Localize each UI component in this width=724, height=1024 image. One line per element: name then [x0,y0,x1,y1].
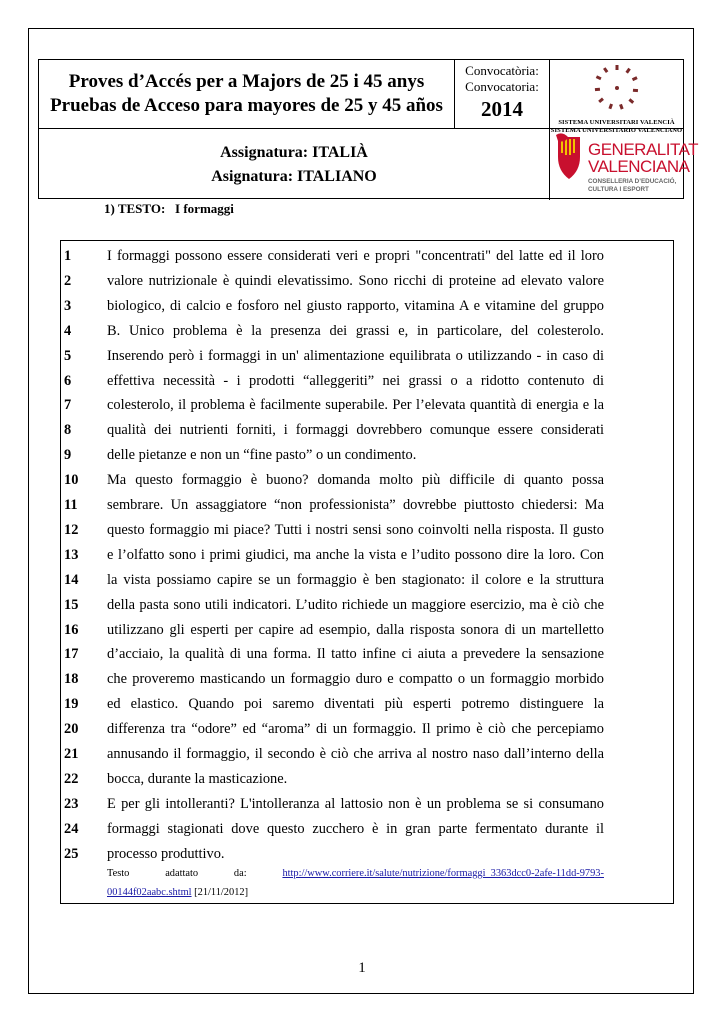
generalitat-logo [550,126,699,200]
passage-line [61,593,673,618]
line-number: 23 [64,795,79,812]
line-text: valore nutrizionale è quindi elevatissimo. Sono ricchi di proteine ad elevato valore [107,272,604,289]
passage-line [61,369,673,394]
passage-line [61,792,673,817]
convocation-cell [455,60,550,128]
line-number: 1 [64,248,72,264]
subject-spanish: Asignatura: ITALIANO [211,168,377,185]
source-word-da: da: [233,868,247,879]
line-number: 8 [64,422,72,439]
passage-line [61,468,673,493]
line-number: 2 [64,272,72,289]
title-catalan: Proves d’Accés per a Majors de 25 i 45 anys [68,71,425,92]
gv-dept-2: CULTURA I ESPORT [588,186,649,193]
line-number: 4 [64,322,72,339]
line-text: questo formaggio mi piace? Tutti i nostri sensi sono coinvolti nella risposta. Il gusto [107,521,604,538]
uji-caption-ca: SISTEMA UNIVERSITARI VALENCIÀ [558,119,675,126]
passage-line [61,692,673,717]
line-text: effettiva necessità - i prodotti “alleggeriti” nei grassi o a ridotto contenuto di [107,372,604,389]
source-word-testo: Testo [107,868,130,879]
line-text: qualità dei nutrienti forniti, i formaggi dovrebbero comunque essere considerati [107,422,604,439]
line-number: 9 [64,447,72,464]
line-text: I formaggi possono essere considerati veri e propri "concentrati" del latte ed il loro [107,248,604,264]
line-text: annusando il formaggio, il secondo è ciò che arriva al nostro naso dall’interno della [107,746,604,762]
line-text: formaggi stagionati dove questo zucchero è in gran parte fermentato durante il [107,820,604,837]
line-number: 11 [64,497,78,513]
page-number: 1 [358,960,366,976]
line-text: Inserendo però i formaggi in un' alimentazione equilibrata o utilizzando - in caso di [107,347,604,364]
passage-line [61,269,673,294]
line-text: della pasta sono utili indicatori. L’udito richiede un maggiore esercizio, ma è ciò che [107,596,604,613]
line-number: 19 [64,696,79,713]
uji-seal-icon [587,62,647,114]
line-number: 12 [64,521,79,538]
line-number: 16 [64,621,79,638]
line-number: 20 [64,721,79,738]
line-text: e l’olfatto sono i primi giudici, ma anche la vista e l’udito possono dire la loro. Con [107,546,604,563]
convocation-year: 2014 [481,97,523,121]
line-text: ed elastico. Quando poi saremo diventati più esperti potremo distinguere la [107,696,604,713]
line-number: 17 [64,646,79,663]
source-word-adattato: adattato [165,868,199,879]
line-text: la vista possiamo capire se un formaggio è ben stagionato: il colore e la struttura [107,571,604,588]
line-number: 3 [64,297,72,314]
generalitat-logo-icon [550,126,699,199]
passage-line [61,244,673,269]
source-line-2 [107,883,248,903]
gv-name-2: VALENCIANA [588,157,690,176]
university-logo [550,60,683,134]
line-text: biologico, di calcio e fosforo nel giusto rapporto, vitamina A e vitamine del gruppo [107,297,604,314]
passage-line [61,767,673,792]
passage-line [61,842,673,867]
passage-line [61,618,673,643]
passage-line [61,518,673,543]
passage-line [61,393,673,418]
reading-passage [60,240,674,904]
line-number: 22 [64,770,79,787]
passage-line [61,294,673,319]
passage-line [61,717,673,742]
exam-header [38,59,699,199]
passage-line [61,344,673,369]
line-text: processo produttivo. [107,845,225,862]
passage-line [61,319,673,344]
passage-line [61,568,673,593]
title-spanish: Pruebas de Acceso para mayores de 25 y 45 años [50,95,443,116]
line-text: bocca, durante la masticazione. [107,770,288,787]
subject-catalan: Assignatura: ITALIÀ [220,144,368,161]
subject-cell [39,129,550,200]
line-text: che proveremo masticando un formaggio duro e compatto o un formaggio morbido [107,671,604,688]
passage-line [61,667,673,692]
passage-line [61,493,673,518]
section-title: 1) TESTO: I formaggi [104,201,234,216]
line-text: colesterolo, il problema è facilmente superabile. Per l’elevata quantità di energia e la [107,397,604,414]
passage-line [61,642,673,667]
convocation-label-ca: Convocatòria: [465,63,539,78]
passage-line [61,443,673,468]
line-text: differenza tra “odore” ed “aroma” di un formaggio. Il primo è ciò che percepiamo [107,721,604,738]
convocation-label-es: Convocatoria: [465,79,539,94]
line-number: 25 [64,845,79,862]
line-text: sembrare. Un assaggiatore “non professionista” dovrebbe piuttosto chiedersi: Ma [107,497,604,513]
line-text: d’acciaio, la qualità di una forma. Il tatto infine ci aiuta a prevedere la sensazione [107,646,604,663]
source-line-1 [107,864,604,884]
line-number: 21 [64,746,79,762]
line-number: 13 [64,546,79,563]
source-date: [21/11/2012] [194,887,249,898]
passage-line [61,742,673,767]
line-number: 14 [64,571,79,588]
exam-title [39,60,455,128]
uji-caption-es: SISTEMA UNIVERSITARIO VALENCIANO [550,126,683,134]
passage-line [61,418,673,443]
source-url-link-cont[interactable]: 00144f02aabc.shtml [107,887,192,898]
line-number: 24 [64,820,79,837]
gv-dept-1: CONSELLERIA D’EDUCACIÓ, [588,178,677,185]
line-number: 10 [64,472,79,489]
passage-line [61,817,673,842]
line-number: 18 [64,671,79,688]
gv-name-1: GENERALITAT [588,140,699,159]
line-text: delle pietanze e non un “fine pasto” o un condimento. [107,447,417,464]
line-number: 7 [64,397,72,414]
passage-line [61,543,673,568]
line-text: B. Unico problema è la presenza dei grassi e, in particolare, del colesterolo. [107,322,604,339]
line-number: 15 [64,596,79,613]
line-number: 5 [64,347,72,364]
line-text: Ma questo formaggio è buono? domanda molto più difficile di quanto possa [107,472,604,489]
source-url-link[interactable]: http://www.corriere.it/salute/nutrizione/formaggi_3363dcc0-2afe-11dd-9793- [282,868,604,879]
line-number: 6 [64,372,72,389]
line-text: utilizzano gli esperti per capire ad esempio, dalla risposta sonora di un martelletto [107,621,604,638]
line-text: E per gli intolleranti? L'intolleranza al lattosio non è un problema se si consumano [107,795,604,812]
